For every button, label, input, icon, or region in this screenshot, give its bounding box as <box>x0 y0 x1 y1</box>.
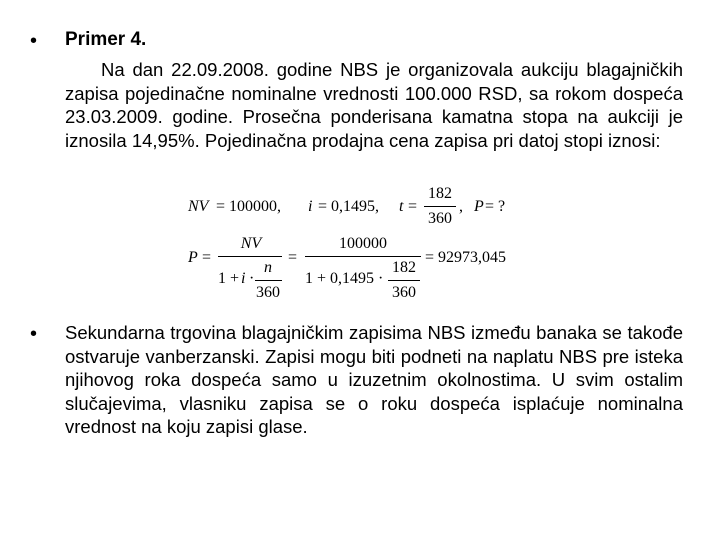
f2-den2-fraction-bar <box>388 280 420 281</box>
f2-den-i: i <box>241 270 246 287</box>
f2-inner-fraction-bar <box>255 280 282 281</box>
f1-t-den: 360 <box>428 210 452 227</box>
f2-frac-num: NV <box>240 235 262 252</box>
bullet-1: • <box>30 30 38 52</box>
f1-i-label: i <box>308 198 313 215</box>
example-paragraph-text: Na dan 22.09.2008. godine NBS je organizovala aukciju blagajničkih zapisa pojedinačne nominalne vrednosti 100.000 RSD, sa rokom dospeća 23.03.2009. godine. Prosečna ponderisana kamatna stopa na aukciji je iznosila 14,95%. Pojedinačna prodajna cena zapisa pri datoj stopi iznosi: <box>65 59 683 151</box>
f2-p-label: P <box>188 249 198 266</box>
f2-den2-num: 182 <box>392 259 416 276</box>
f2-big-num: 100000 <box>339 235 387 252</box>
f1-t-fraction-bar <box>424 206 456 207</box>
f2-main-fraction-bar <box>218 256 282 257</box>
f1-t-label: t <box>399 198 404 215</box>
example-paragraph <box>65 58 683 152</box>
f2-eq2: = <box>288 249 298 266</box>
f2-result: = 92973,045 <box>425 249 507 266</box>
bullet-2: • <box>30 323 38 345</box>
secondary-trading-paragraph: Sekundarna trgovina blagajničkim zapisima NBS između banaka se takođe ostvaruje vanberzanski. Zapisi mogu biti podneti na naplatu NBS pre isteka njihovog roka dospeća samo u izuzetnim okolnostima. U svim ostalim slučajevima, vlasniku zapisa se o roku dospeća isplaćuje nominalna vrednost na koju zapisi glase. <box>65 322 683 438</box>
f2-second-fraction-bar <box>305 256 421 257</box>
f2-den-dot: · <box>249 270 255 287</box>
f1-t-num: 182 <box>428 185 452 202</box>
f1-p-value: = ? <box>485 198 506 215</box>
f1-t-comma: , <box>459 198 463 215</box>
f1-p-label: P <box>474 198 484 215</box>
f2-eq1: = <box>202 249 212 266</box>
f1-t-eq: = <box>408 198 418 215</box>
example-title: Primer 4. <box>65 29 147 50</box>
f2-den-prefix: 1 + <box>218 270 240 287</box>
f2-den2-den: 360 <box>392 284 416 301</box>
f1-i-value: = 0,1495, <box>318 198 380 215</box>
f2-inner-num: n <box>264 259 272 276</box>
f2-inner-den: 360 <box>256 284 280 301</box>
f1-nv-label: NV <box>188 198 209 215</box>
f2-den2-prefix: 1 + 0,1495 · <box>305 270 384 287</box>
f1-nv-value: = 100000, <box>216 198 282 215</box>
